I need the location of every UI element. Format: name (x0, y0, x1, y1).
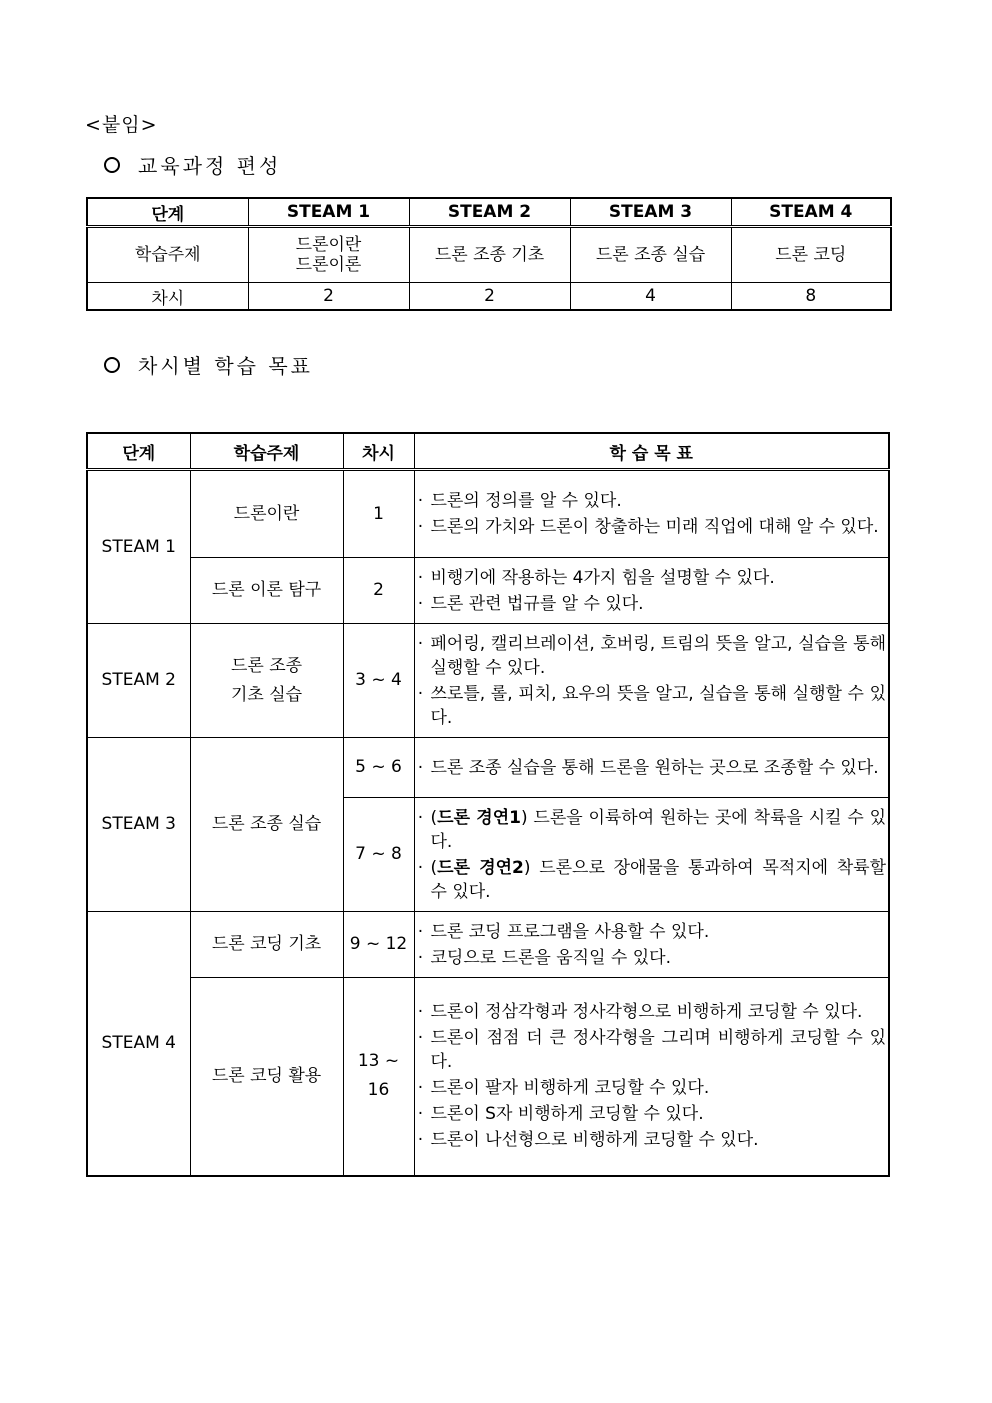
goal-item: · 드론 관련 법규를 알 수 있다. (417, 593, 644, 614)
stage-cell: STEAM 4 (87, 912, 190, 1176)
table-row (87, 912, 889, 978)
header-cell: 학 습 목 표 (414, 433, 889, 470)
session-cell (343, 978, 414, 1176)
goal-item: · 드론의 가치와 드론이 창출하는 미래 직업에 대해 알 수 있다. (417, 517, 879, 537)
topic-cell: 드론 코딩 기초 (190, 912, 343, 978)
goal-item: · 드론이 정삼각형과 정사각형으로 비행하게 코딩할 수 있다. (417, 1002, 863, 1023)
goal-item: · 쓰로틀, 롤, 피치, 요우의 뜻을 알고, 실습을 통해 실행할 수 있다. (417, 683, 886, 728)
table-header-row (87, 433, 889, 470)
goals-cell (414, 738, 889, 798)
curriculum-table (86, 197, 892, 311)
section-curriculum-heading (104, 150, 281, 179)
topic-cell: 드론 코딩 (731, 227, 891, 283)
table-header-row (87, 198, 891, 227)
header-cell: STEAM 1 (248, 198, 409, 227)
goals-cell (414, 912, 889, 978)
goals-cell (414, 470, 889, 558)
session-line: 13 ~ (357, 1051, 400, 1072)
session-cell: 2 (343, 558, 414, 624)
topic-cell: 드론 조종 실습 (570, 227, 731, 283)
table-row (87, 738, 889, 798)
goal-item: · (드론 경연1) 드론을 이륙하여 원하는 곳에 착륙을 시킬 수 있다. (417, 807, 886, 852)
session-cell: 9 ~ 12 (343, 912, 414, 978)
goal-item: · 코딩으로 드론을 움직일 수 있다. (417, 947, 672, 968)
goal-item: · 드론 코딩 프로그램을 사용할 수 있다. (417, 921, 710, 942)
attachment-label: <붙임> (85, 114, 158, 136)
table-row (87, 558, 889, 624)
section-title: 교육과정 편성 (138, 154, 282, 178)
hours-cell: 2 (409, 283, 570, 311)
stage-cell: STEAM 1 (87, 470, 190, 624)
topic-line: 기초 실습 (230, 684, 303, 705)
goal-item: · 드론이 팔자 비행하게 코딩할 수 있다. (417, 1078, 710, 1099)
row-label: 학습주제 (87, 227, 248, 283)
goal-item: · 드론 조종 실습을 통해 드론을 원하는 곳으로 조종할 수 있다. (417, 757, 879, 778)
hours-row (87, 283, 891, 311)
topic-cell: 드론 조종 기초 (409, 227, 570, 283)
goals-cell (414, 978, 889, 1176)
header-cell: 학습주제 (190, 433, 343, 470)
goals-cell (414, 798, 889, 912)
topic-cell: 드론 코딩 활용 (190, 978, 343, 1176)
topic-cell: 드론 조종 실습 (190, 738, 343, 912)
topic-cell: 드론이란 (190, 470, 343, 558)
circle-bullet-icon (104, 357, 120, 373)
table-row (87, 978, 889, 1176)
topic-row (87, 227, 891, 283)
goals-cell (414, 558, 889, 624)
header-cell: 단계 (87, 198, 248, 227)
hours-cell: 4 (570, 283, 731, 311)
topic-cell (248, 227, 409, 283)
session-cell: 5 ~ 6 (343, 738, 414, 798)
topic-cell: 드론 이론 탐구 (190, 558, 343, 624)
goal-item: · (드론 경연2) 드론으로 장애물을 통과하여 목적지에 착륙할 수 있다. (417, 857, 887, 902)
circle-bullet-icon (104, 157, 120, 173)
header-cell: STEAM 3 (570, 198, 731, 227)
topic-cell (190, 624, 343, 738)
topic-line: 드론이론 (295, 255, 362, 275)
session-cell: 7 ~ 8 (343, 798, 414, 912)
topic-line: 드론 조종 (230, 655, 303, 676)
session-cell: 1 (343, 470, 414, 558)
header-cell: 단계 (87, 433, 190, 470)
header-cell: STEAM 4 (731, 198, 891, 227)
section-goals-heading (104, 350, 313, 379)
stage-cell: STEAM 3 (87, 738, 190, 912)
header-cell: STEAM 2 (409, 198, 570, 227)
goals-cell (414, 624, 889, 738)
goal-item: · 페어링, 캘리브레이션, 호버링, 트림의 뜻을 알고, 실습을 통해 실행할 수 있다. (417, 633, 886, 678)
stage-cell: STEAM 2 (87, 624, 190, 738)
row-label: 차시 (87, 283, 248, 311)
goals-table (86, 432, 890, 1177)
goal-item: · 비행기에 작용하는 4가지 힘을 설명할 수 있다. (417, 567, 775, 588)
topic-line: 드론이란 (295, 235, 362, 255)
goal-item: · 드론이 S자 비행하게 코딩할 수 있다. (417, 1104, 704, 1125)
session-cell: 3 ~ 4 (343, 624, 414, 738)
hours-cell: 2 (248, 283, 409, 311)
header-cell: 차시 (343, 433, 414, 470)
goal-item: · 드론이 나선형으로 비행하게 코딩할 수 있다. (417, 1130, 759, 1151)
table-row (87, 624, 889, 738)
session-line: 16 (367, 1080, 390, 1101)
section-title: 차시별 학습 목표 (138, 354, 313, 378)
goal-item: · 드론이 점점 더 큰 정사각형을 그리며 비행하게 코딩할 수 있다. (417, 1028, 886, 1073)
hours-cell: 8 (731, 283, 891, 311)
table-row (87, 470, 889, 558)
goal-item: · 드론의 정의를 알 수 있다. (417, 491, 622, 511)
